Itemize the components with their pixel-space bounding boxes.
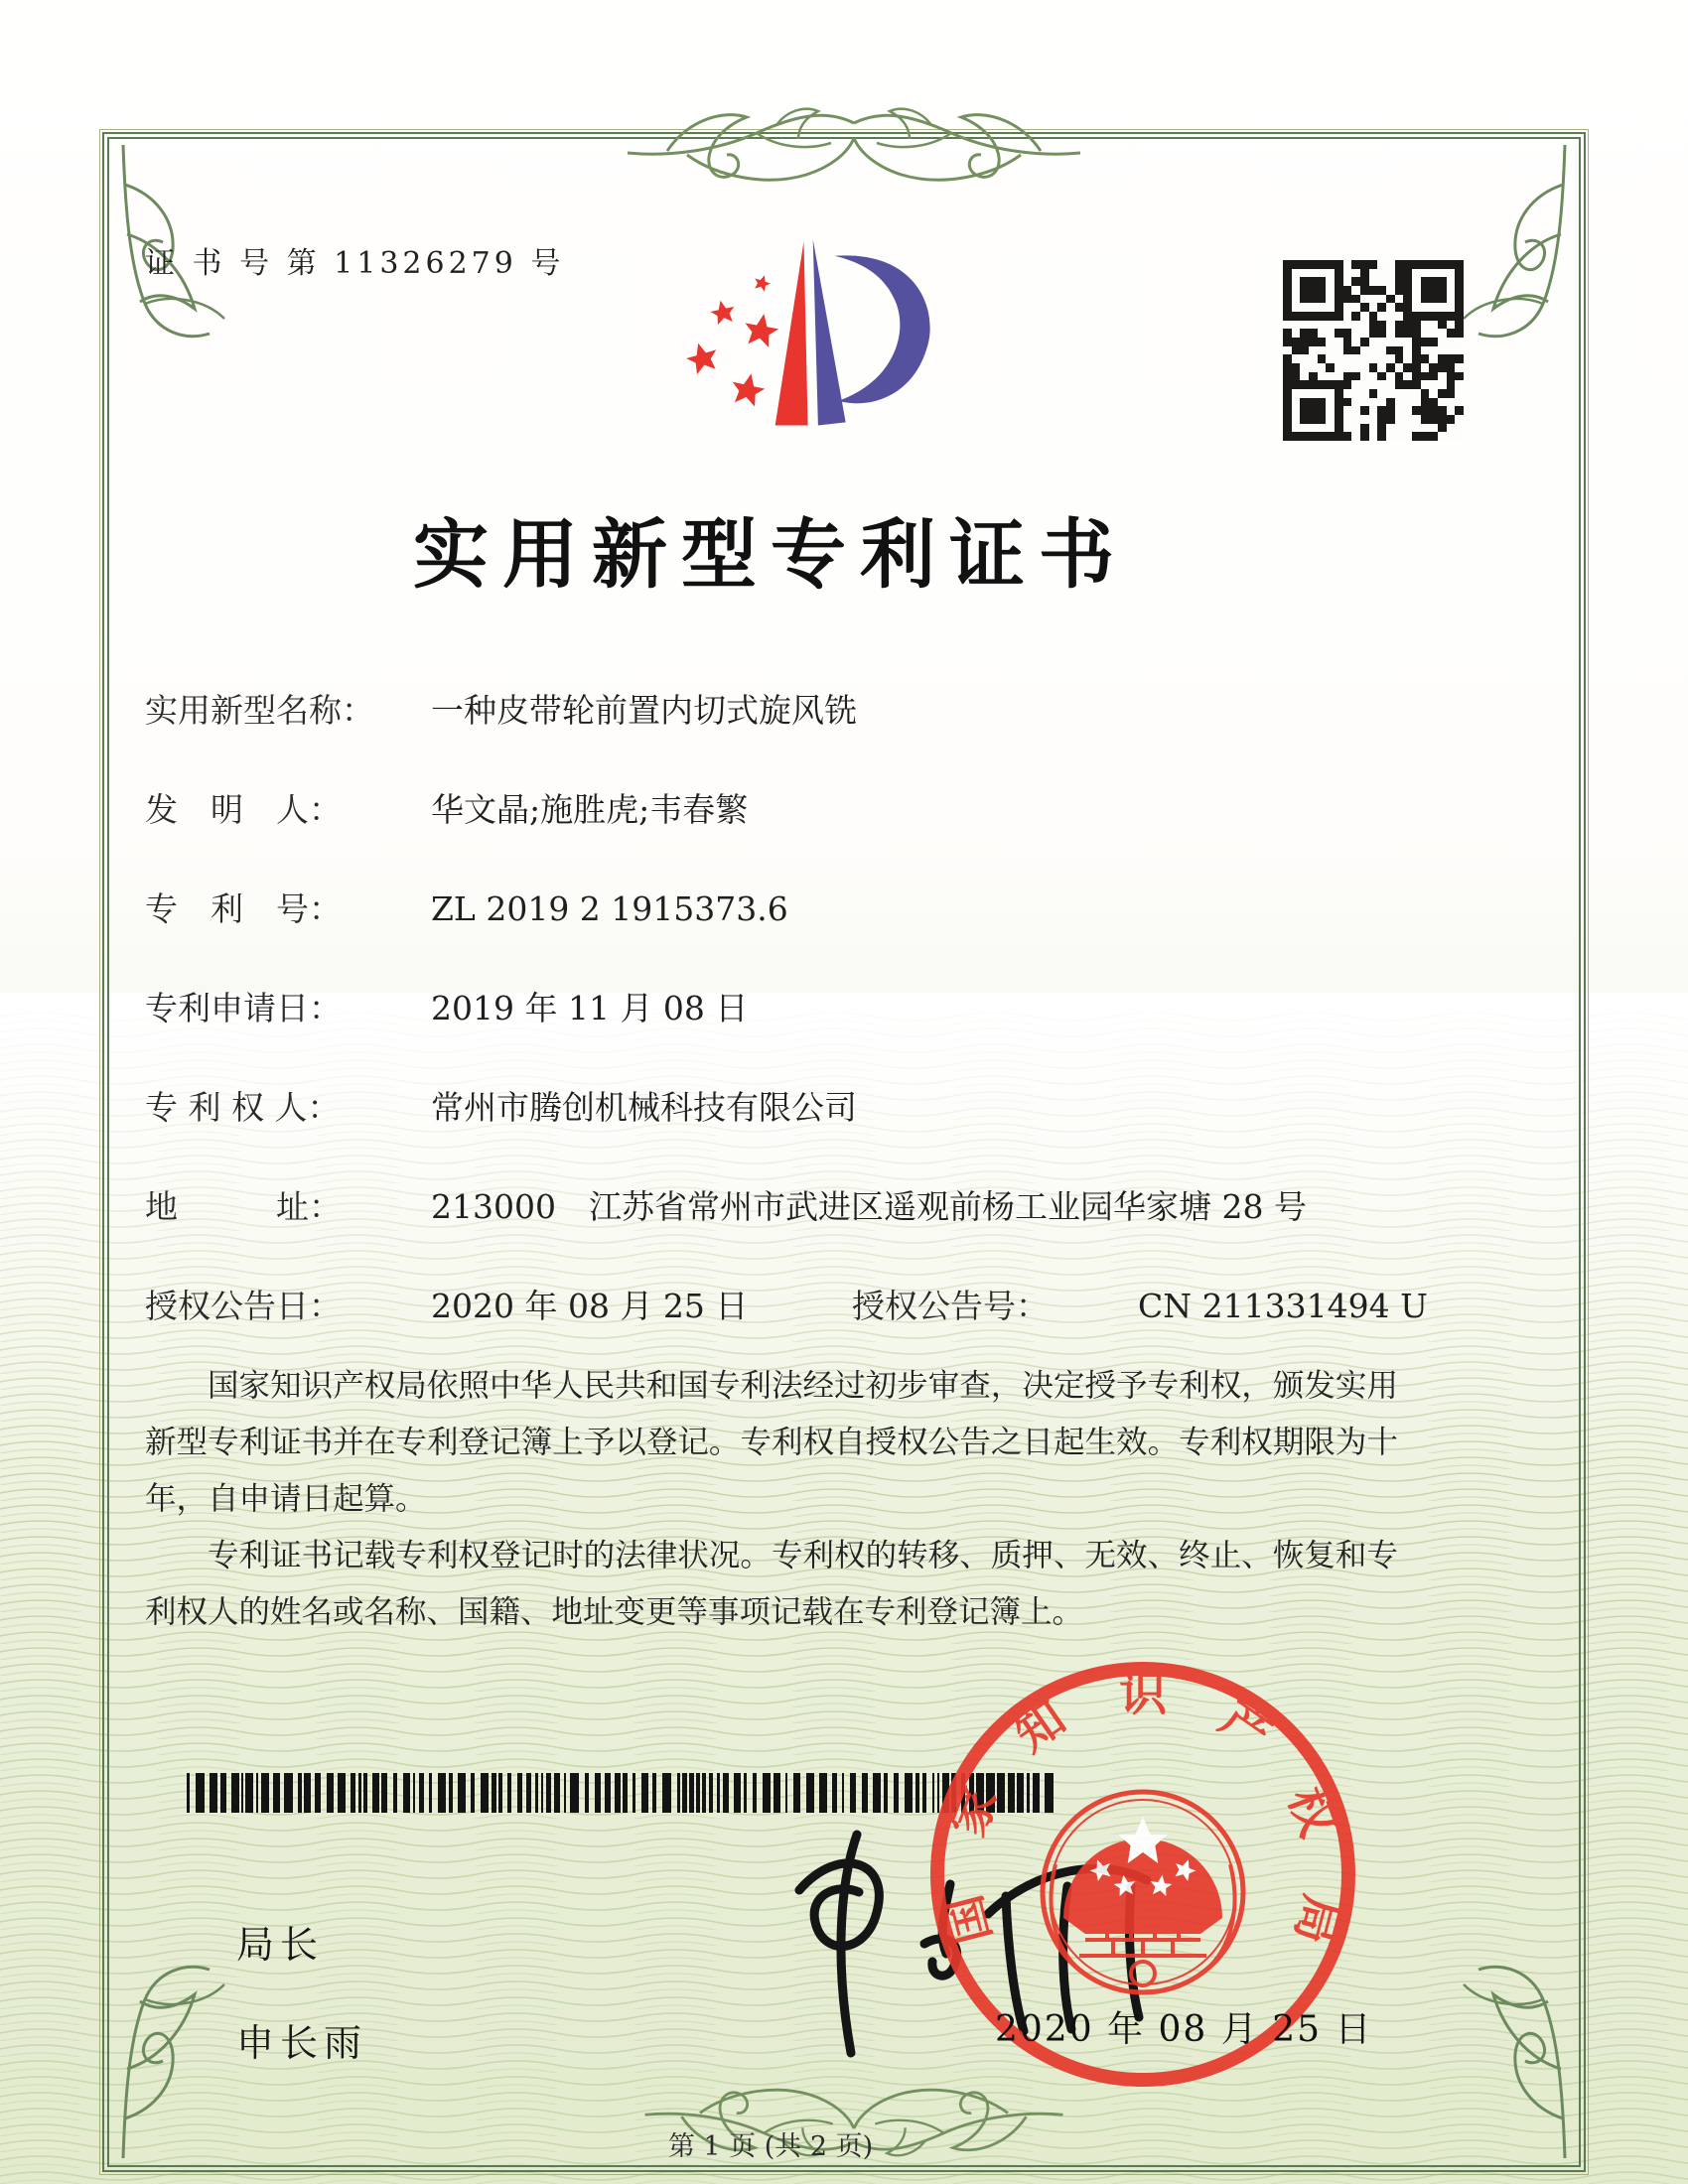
field-row-patentee [145,1082,1436,1181]
field-row-patent-no [145,884,1436,983]
corner-flourish-icon [1434,1960,1573,2158]
field-label: 地 址： [145,1187,342,1226]
field-row-filing-date [145,983,1436,1082]
field-row-name [145,685,1436,784]
officer-title: 局长 [236,1923,325,1967]
officer-block [236,1914,367,2067]
certificate-fields [145,685,1436,1380]
page-footer: 第 1 页 (共 2 页) [667,2131,874,2162]
field-value: 一种皮带轮前置内切式旋风铣 [431,691,857,730]
field-value: ZL 2019 2 1915373.6 [431,889,788,928]
field-value: 华文晶;施胜虎;韦春繁 [431,790,749,829]
national-emblem-icon [1043,1792,1243,1992]
field-value: 常州市腾创机械科技有限公司 [431,1088,857,1127]
field-value: 2019 年 11 月 08 日 [431,989,749,1027]
legal-paragraph-2: 专利证书记载专利权登记时的法律状况。专利权的转移、质押、无效、终止、恢复和专利权人的姓名或名称、国籍、地址变更等事项记载在专利登记簿上。 [145,1538,1398,1630]
field-value: 2020 年 08 月 25 日 [431,1287,749,1325]
field-row-inventor [145,784,1436,884]
field-row-address [145,1181,1436,1281]
field-label: 专 利 号： [145,889,342,928]
field-label: 授权公告号： [852,1287,1049,1325]
certificate-title: 实用新型专利证书 [413,510,1128,599]
top-border-ornament-icon [626,71,1082,201]
field-label: 发 明 人： [145,790,342,829]
officer-name: 申长雨 [236,2021,368,2065]
field-value: 213000 江苏省常州市武进区遥观前杨工业园华家塘 28 号 [431,1187,1307,1226]
seal-text: 国家知识产权局 [935,1666,1350,1950]
field-label: 实用新型名称： [145,691,374,730]
field-label: 专利申请日： [145,989,342,1027]
certificate-number: 证 书 号 第 11326279 号 [145,246,565,281]
legal-paragraph-1: 国家知识产权局依照中华人民共和国专利法经过初步审查，决定授予专利权，颁发实用新型专利证书并在专利登记簿上予以登记。专利权自授权公告之日起生效。专利权期限为十年，自申请日起算。 [145,1368,1398,1517]
field-value: CN 211331494 U [1138,1287,1428,1325]
cnipa-logo-icon [608,206,965,467]
qr-code-icon [1283,260,1464,441]
legal-text [145,1358,1398,1641]
field-label: 专 利 权 人： [145,1088,341,1127]
seal-date: 2020 年 08 月 25 日 [995,2009,1373,2050]
field-label: 授权公告日： [145,1287,342,1325]
